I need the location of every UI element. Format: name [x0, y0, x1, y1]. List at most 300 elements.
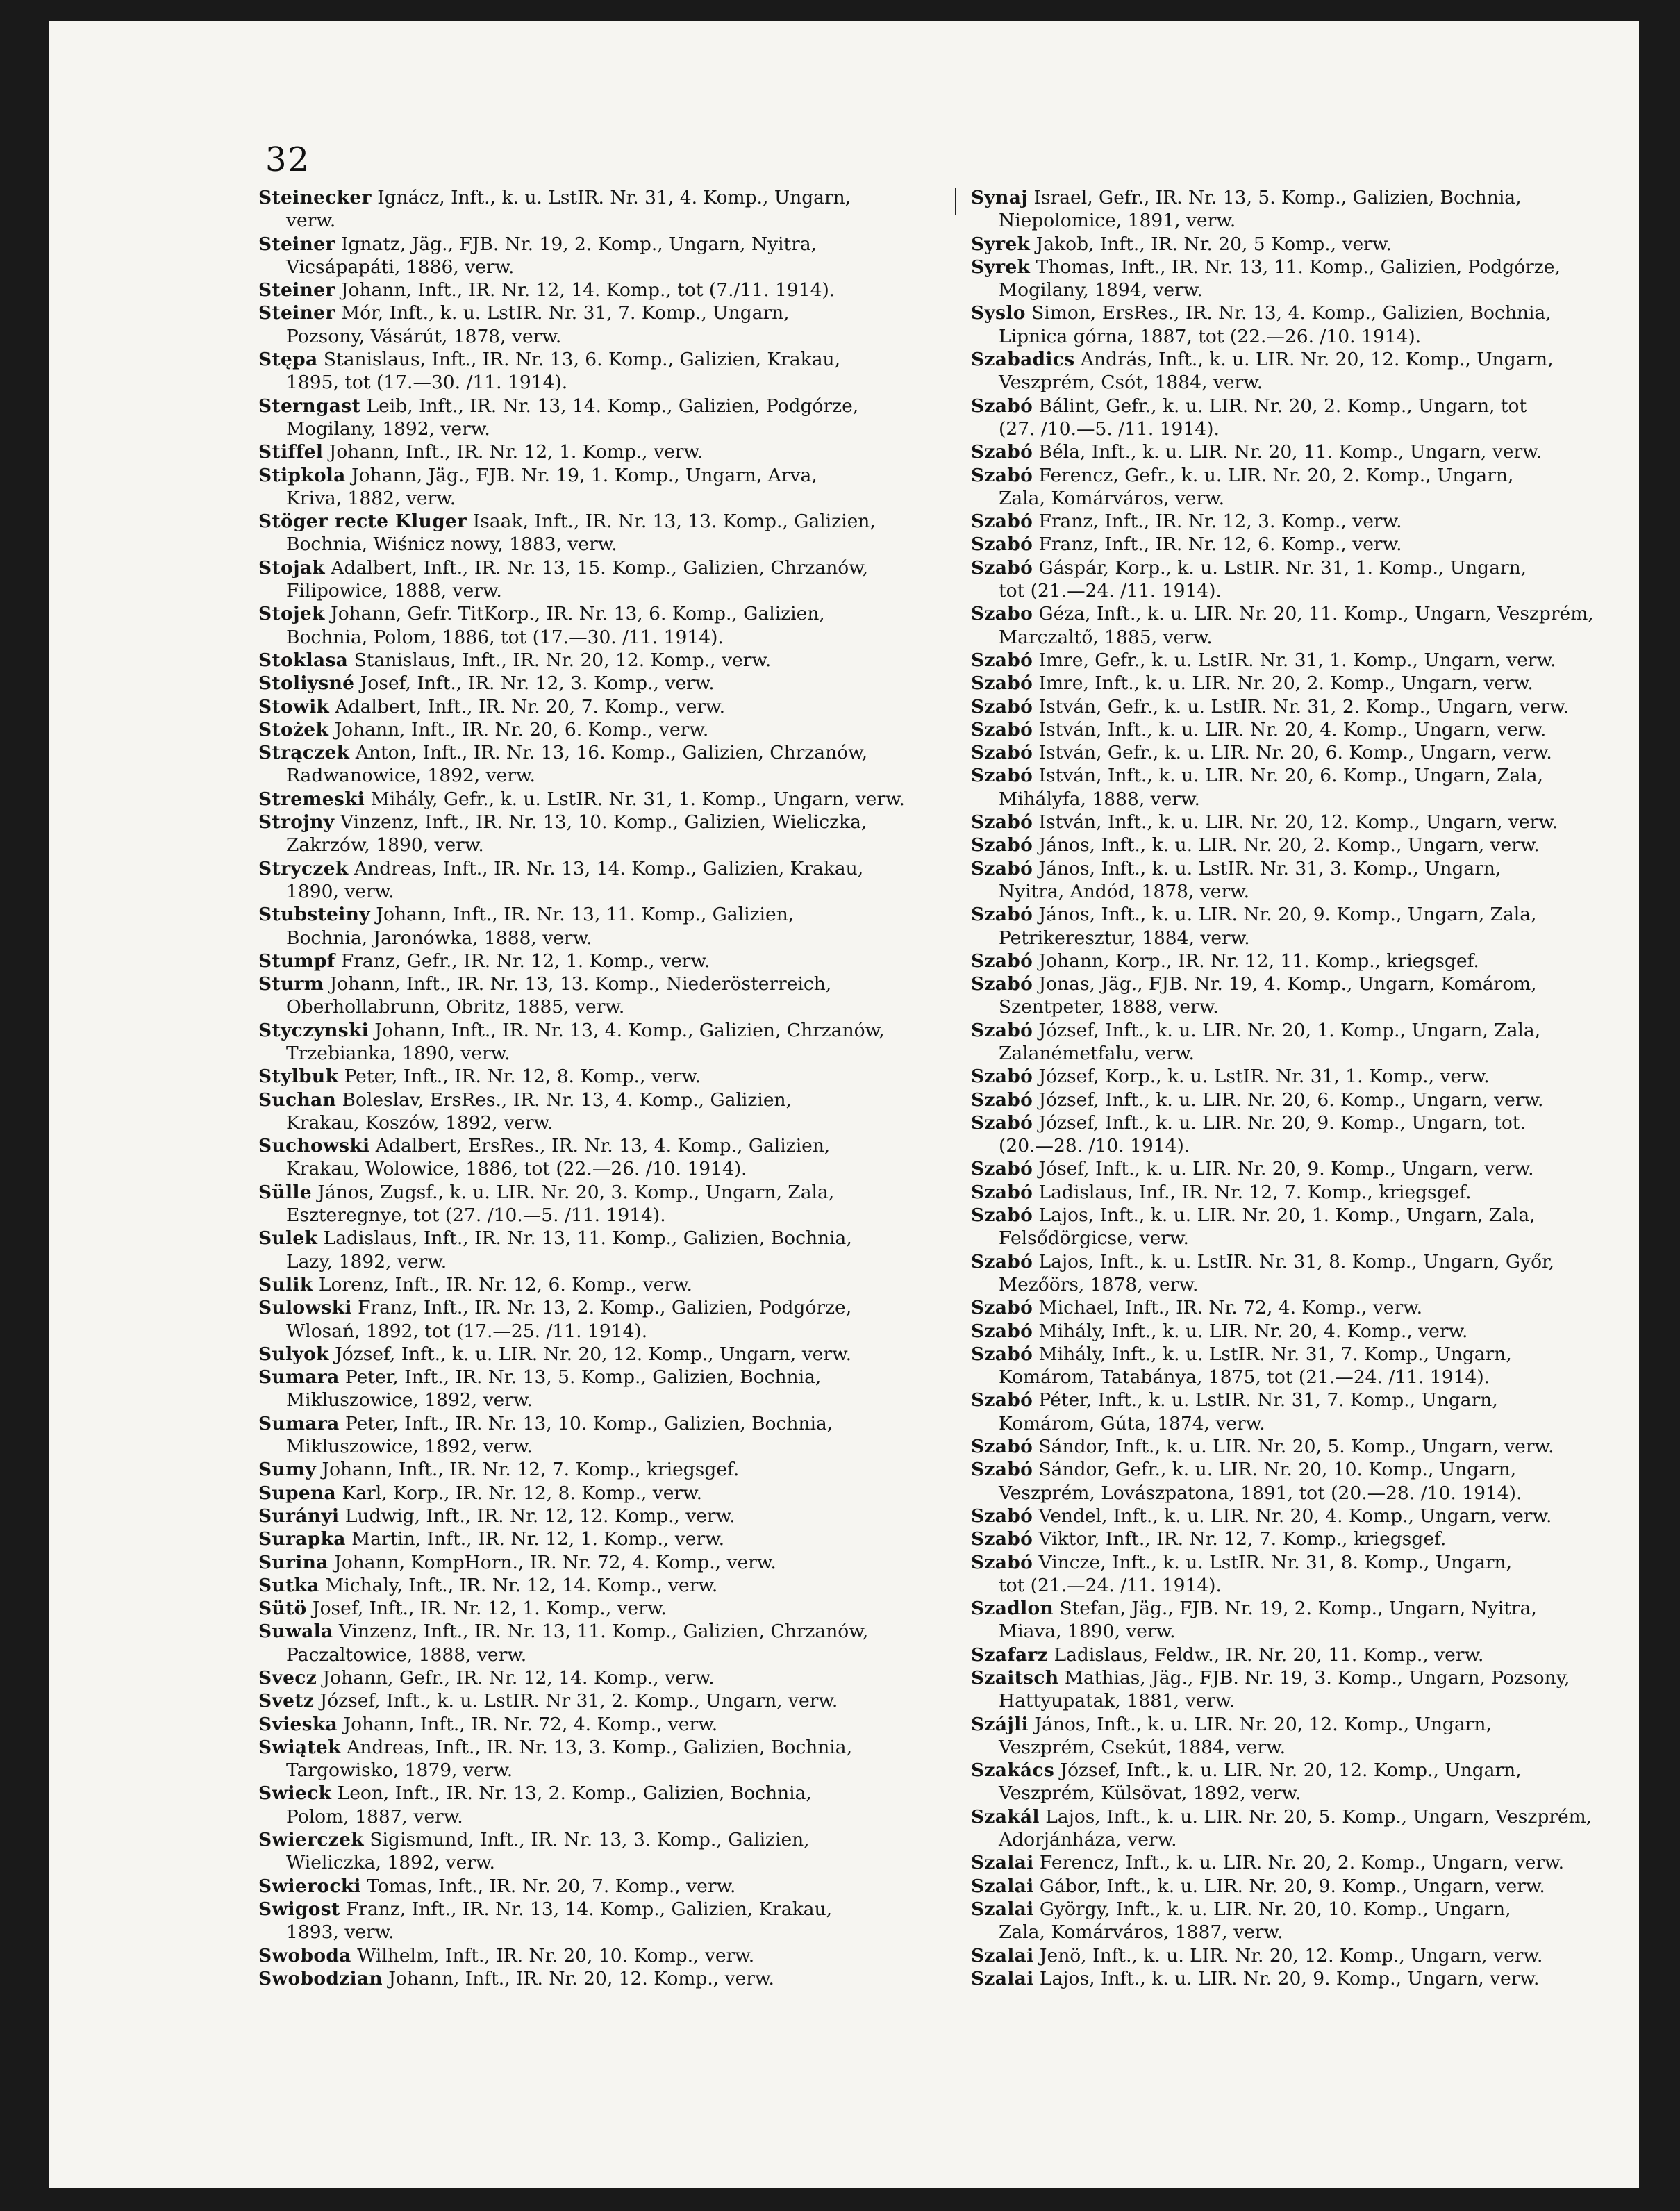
register-entry — [971, 1088, 1665, 1111]
entry-details: Stefan, Jäg., FJB. Nr. 19, 2. Komp., Ungarn, Nyitra, — [1059, 1598, 1537, 1620]
register-entry — [971, 1458, 1665, 1505]
entry-continuation: tot (21.—24. /11. 1914). — [999, 580, 1222, 602]
entry-continuation: Hattyupatak, 1881, verw. — [999, 1690, 1235, 1712]
register-entry — [258, 440, 953, 463]
register-entry — [971, 1019, 1665, 1066]
entry-surname: Szabó — [971, 765, 1033, 787]
entry-surname: Sulyok — [258, 1343, 329, 1365]
entry-surname: Sütö — [258, 1598, 307, 1620]
entry-continuation: Krakau, Koszów, 1892, verw. — [286, 1111, 554, 1134]
entry-surname: Szalai — [971, 1967, 1034, 1989]
register-entry — [971, 348, 1665, 395]
document-page — [49, 21, 1639, 2188]
entry-details: Johann, Inft., IR. Nr. 72, 4. Komp., verw. — [343, 1713, 718, 1735]
entry-surname: Stiffel — [258, 441, 324, 463]
entry-details: Adalbert, ErsRes., IR. Nr. 13, 4. Komp., Galizien, — [375, 1135, 831, 1157]
entry-surname: Sülle — [258, 1181, 312, 1203]
register-entry — [258, 903, 953, 950]
entry-surname: Szabó — [971, 834, 1033, 856]
entry-details: Johann, Inft., IR. Nr. 13, 13. Komp., Niederösterreich, — [329, 973, 832, 995]
register-entry — [971, 1551, 1665, 1598]
register-entry — [971, 440, 1665, 463]
entry-details: Vincze, Inft., k. u. LstIR. Nr. 31, 8. Komp., Ungarn, — [1038, 1551, 1513, 1573]
register-entry — [258, 1574, 953, 1597]
entry-surname: Szabo — [971, 603, 1033, 625]
entry-surname: Szabó — [971, 742, 1033, 764]
entry-surname: Stożek — [258, 718, 329, 740]
entry-details: Karl, Korp., IR. Nr. 12, 8. Komp., verw. — [342, 1482, 703, 1504]
entry-surname: Szabó — [971, 511, 1033, 533]
entry-details: Johann, Inft., IR. Nr. 12, 1. Komp., verw. — [328, 441, 704, 463]
entry-surname: Swiątek — [258, 1736, 341, 1758]
entry-details: Johann, Inft., IR. Nr. 13, 11. Komp., Galizien, — [376, 904, 795, 926]
entry-details: István, Gefr., k. u. LIR. Nr. 20, 6. Komp., Ungarn, verw. — [1038, 742, 1552, 764]
register-entry — [971, 1343, 1665, 1389]
register-entry — [258, 1689, 953, 1712]
entry-details: Imre, Gefr., k. u. LstIR. Nr. 31, 1. Komp., Ungarn, verw. — [1038, 649, 1556, 671]
register-entry — [258, 1875, 953, 1898]
register-entry — [971, 1967, 1665, 1990]
register-entry — [971, 903, 1665, 950]
entry-surname: Stoklasa — [258, 649, 349, 671]
entry-surname: Stoliysné — [258, 672, 355, 695]
entry-surname: Sutka — [258, 1574, 319, 1596]
entry-details: Franz, Inft., IR. Nr. 12, 3. Komp., verw. — [1038, 511, 1402, 533]
register-entry — [258, 301, 953, 348]
page-number: 32 — [265, 140, 311, 179]
entry-surname: Szabó — [971, 811, 1033, 834]
register-entry — [258, 950, 953, 972]
entry-surname: Szabó — [971, 1088, 1033, 1111]
entry-surname: Szabó — [971, 973, 1033, 995]
entry-surname: Szadlon — [971, 1598, 1054, 1620]
entry-details: Ladislaus, Feldw., IR. Nr. 20, 11. Komp., verw. — [1054, 1643, 1484, 1666]
entry-surname: Stipkola — [258, 464, 346, 486]
entry-surname: Stubsteiny — [258, 904, 370, 926]
entry-surname: Swierczek — [258, 1829, 364, 1851]
register-entry — [971, 1713, 1665, 1759]
entry-surname: Swieck — [258, 1782, 332, 1805]
entry-surname: Szabó — [971, 1343, 1033, 1365]
register-entry — [971, 1597, 1665, 1643]
entry-continuation: tot (21.—24. /11. 1914). — [999, 1574, 1222, 1596]
register-entry — [971, 256, 1665, 302]
entry-surname: Steiner — [258, 279, 335, 301]
entry-details: Adalbert, Inft., IR. Nr. 13, 15. Komp., Galizien, Chrzanów, — [331, 556, 869, 579]
register-entry — [971, 510, 1665, 533]
entry-surname: Szabó — [971, 556, 1033, 579]
register-entry — [258, 1898, 953, 1944]
register-entry — [258, 741, 953, 788]
register-entry — [971, 395, 1665, 441]
register-entry — [258, 649, 953, 672]
entry-surname: Szabó — [971, 1158, 1033, 1180]
entry-details: Adalbert, Inft., IR. Nr. 20, 7. Komp., verw. — [335, 695, 725, 718]
entry-surname: Surapka — [258, 1528, 346, 1550]
entry-details: Leib, Inft., IR. Nr. 13, 14. Komp., Galizien, Podgórze, — [366, 395, 859, 417]
entry-details: Lajos, Inft., k. u. LIR. Nr. 20, 1. Komp., Ungarn, Zala, — [1038, 1204, 1536, 1227]
entry-details: Mór, Inft., k. u. LstIR. Nr. 31, 7. Komp., Ungarn, — [340, 302, 790, 324]
entry-surname: Szabó — [971, 718, 1033, 740]
entry-details: Viktor, Inft., IR. Nr. 12, 7. Komp., kriegsgef. — [1038, 1528, 1447, 1550]
entry-continuation: Bochnia, Jaronówka, 1888, verw. — [286, 927, 592, 949]
entry-surname: Sturm — [258, 973, 324, 995]
entry-details: István, Inft., k. u. LIR. Nr. 20, 12. Komp., Ungarn, verw. — [1038, 811, 1558, 834]
register-entry — [971, 1666, 1665, 1713]
register-entry — [258, 348, 953, 395]
register-entry — [258, 1343, 953, 1366]
register-entry — [971, 857, 1665, 904]
entry-surname: Sumara — [258, 1366, 340, 1389]
entry-details: Mathias, Jäg., FJB. Nr. 19, 3. Komp., Ungarn, Pozsony, — [1064, 1667, 1570, 1689]
register-entry — [971, 1296, 1665, 1319]
entry-surname: Szaitsch — [971, 1667, 1059, 1689]
entry-surname: Szakács — [971, 1759, 1055, 1782]
entry-continuation: Mogilany, 1894, verw. — [999, 279, 1203, 301]
entry-surname: Szalai — [971, 1898, 1034, 1920]
entry-surname: Stöger recte Kluger — [258, 511, 467, 533]
entry-surname: Stojak — [258, 556, 325, 579]
register-entry — [258, 279, 953, 301]
entry-surname: Szabó — [971, 1436, 1033, 1458]
entry-details: Jenö, Inft., k. u. LIR. Nr. 20, 12. Komp., Ungarn, verw. — [1039, 1944, 1543, 1966]
entry-continuation: Krakau, Wolowice, 1886, tot (22.—26. /10. 1914). — [286, 1158, 747, 1180]
register-entry — [971, 1204, 1665, 1250]
entry-details: Franz, Gefr., IR. Nr. 12, 1. Komp., verw. — [340, 950, 710, 972]
entry-continuation: Wieliczka, 1892, verw. — [286, 1852, 495, 1874]
entry-surname: Szabó — [971, 672, 1033, 695]
entry-continuation: Petrikeresztur, 1884, verw. — [999, 927, 1250, 949]
entry-details: Johann, KompHorn., IR. Nr. 72, 4. Komp., verw. — [334, 1551, 776, 1573]
entry-surname: Stremeski — [258, 788, 365, 810]
right-column — [971, 186, 1665, 1990]
entry-continuation: Veszprém, Csekút, 1884, verw. — [999, 1736, 1286, 1758]
entry-details: Anton, Inft., IR. Nr. 13, 16. Komp., Galizien, Chrzanów, — [355, 742, 868, 764]
entry-continuation: Filipowice, 1888, verw. — [286, 580, 502, 602]
entry-details: Johann, Jäg., FJB. Nr. 19, 1. Komp., Ungarn, Arva, — [351, 464, 817, 486]
entry-surname: Szabó — [971, 1066, 1033, 1088]
entry-details: István, Inft., k. u. LIR. Nr. 20, 4. Komp., Ungarn, verw. — [1038, 718, 1547, 740]
register-entry — [258, 464, 953, 511]
register-entry — [971, 972, 1665, 1019]
entry-continuation: Targowisko, 1879, verw. — [286, 1759, 513, 1782]
register-entry — [971, 1805, 1665, 1852]
entry-surname: Svecz — [258, 1667, 317, 1689]
entry-surname: Szabó — [971, 904, 1033, 926]
entry-continuation: Vicsápapáti, 1886, verw. — [286, 256, 515, 278]
entry-surname: Synaj — [971, 187, 1029, 208]
entry-surname: Swierocki — [258, 1875, 361, 1897]
entry-surname: Szabó — [971, 1551, 1033, 1573]
register-entry — [258, 556, 953, 603]
entry-surname: Szabó — [971, 441, 1033, 463]
register-entry — [971, 1181, 1665, 1204]
entry-details: József, Korp., k. u. LstIR. Nr. 31, 1. Komp., verw. — [1038, 1066, 1490, 1088]
register-entry — [258, 186, 953, 233]
register-entry — [971, 1250, 1665, 1297]
entry-surname: Suchowski — [258, 1135, 370, 1157]
register-entry — [971, 1851, 1665, 1874]
entry-details: József, Inft., k. u. LIR. Nr. 20, 12. Komp., Ungarn, verw. — [335, 1343, 851, 1365]
entry-surname: Stumpf — [258, 950, 335, 972]
entry-details: Mihály, Inft., k. u. LstIR. Nr. 31, 7. Komp., Ungarn, — [1038, 1343, 1512, 1365]
register-entry — [258, 972, 953, 1019]
register-entry — [971, 1875, 1665, 1898]
entry-details: János, Inft., k. u. LIR. Nr. 20, 9. Komp., Ungarn, Zala, — [1038, 904, 1537, 926]
entry-surname: Sumy — [258, 1459, 317, 1481]
entry-details: Jakob, Inft., IR. Nr. 20, 5 Komp., verw. — [1036, 233, 1392, 255]
entry-details: Mihály, Inft., k. u. LIR. Nr. 20, 4. Komp., verw. — [1038, 1320, 1468, 1342]
entry-surname: Swobodzian — [258, 1967, 383, 1989]
entry-continuation: Polom, 1887, verw. — [286, 1805, 463, 1828]
entry-details: Simon, ErsRes., IR. Nr. 13, 4. Komp., Galizien, Bochnia, — [1031, 302, 1552, 324]
register-entry — [258, 1019, 953, 1066]
entry-continuation: Veszprém, Csót, 1884, verw. — [999, 372, 1263, 394]
entry-details: Gáspár, Korp., k. u. LstIR. Nr. 31, 1. Komp., Ungarn, — [1038, 556, 1527, 579]
entry-surname: Szabó — [971, 464, 1033, 486]
entry-surname: Szalai — [971, 1944, 1034, 1966]
entry-details: József, Inft., k. u. LstIR. Nr 31, 2. Komp., Ungarn, verw. — [319, 1690, 838, 1712]
entry-surname: Sterngast — [258, 395, 361, 417]
entry-details: Ferencz, Inft., k. u. LIR. Nr. 20, 2. Komp., Ungarn, verw. — [1039, 1852, 1565, 1874]
register-entry — [971, 602, 1665, 649]
entry-continuation: Marczaltő, 1885, verw. — [999, 626, 1213, 648]
entry-continuation: Lazy, 1892, verw. — [286, 1250, 447, 1273]
entry-details: József, Inft., k. u. LIR. Nr. 20, 1. Komp., Ungarn, Zala, — [1038, 1019, 1541, 1041]
entry-details: Johann, Inft., IR. Nr. 20, 12. Komp., verw. — [388, 1967, 774, 1989]
entry-surname: Sulowski — [258, 1297, 352, 1319]
entry-details: Géza, Inft., k. u. LIR. Nr. 20, 11. Komp., Ungarn, Veszprém, — [1038, 603, 1594, 625]
register-entry — [258, 1065, 953, 1088]
entry-surname: Swigost — [258, 1898, 340, 1920]
entry-details: Franz, Inft., IR. Nr. 12, 6. Komp., verw. — [1038, 533, 1402, 556]
entry-details: Johann, Inft., IR. Nr. 12, 14. Komp., tot (7./11. 1914). — [340, 279, 835, 301]
entry-continuation: Veszprém, Lovászpatona, 1891, tot (20.—28. /10. 1914). — [999, 1482, 1522, 1504]
entry-details: Johann, Inft., IR. Nr. 13, 4. Komp., Galizien, Chrzanów, — [374, 1019, 885, 1041]
entry-details: Josef, Inft., IR. Nr. 12, 3. Komp., verw. — [360, 672, 715, 695]
entry-continuation: Bochnia, Wiśnicz nowy, 1883, verw. — [286, 533, 617, 556]
entry-surname: Szabó — [971, 1505, 1033, 1527]
register-entry — [971, 649, 1665, 672]
entry-details: Israel, Gefr., IR. Nr. 13, 5. Komp., Galizien, Bochnia, — [1033, 187, 1522, 208]
entry-details: Isaak, Inft., IR. Nr. 13, 13. Komp., Galizien, — [472, 511, 876, 533]
entry-details: Franz, Inft., IR. Nr. 13, 14. Komp., Galizien, Krakau, — [345, 1898, 833, 1920]
register-entry — [258, 1505, 953, 1527]
entry-surname: Steiner — [258, 233, 335, 255]
entry-details: Vinzenz, Inft., IR. Nr. 13, 10. Komp., Galizien, Wieliczka, — [340, 811, 867, 834]
register-entry — [971, 1320, 1665, 1343]
entry-surname: Sumara — [258, 1412, 340, 1434]
entry-surname: Szabó — [971, 1204, 1033, 1227]
entry-details: Ladislaus, Inf., IR. Nr. 12, 7. Komp., kriegsgef. — [1038, 1181, 1472, 1203]
entry-details: János, Inft., k. u. LIR. Nr. 20, 12. Komp., Ungarn, — [1034, 1713, 1492, 1735]
entry-continuation: Zala, Komárváros, verw. — [999, 487, 1225, 509]
register-entry — [258, 1967, 953, 1990]
entry-continuation: Mikluszowice, 1892, verw. — [286, 1436, 533, 1458]
entry-continuation: Radwanowice, 1892, verw. — [286, 765, 535, 787]
register-entry — [258, 1551, 953, 1574]
entry-details: Sándor, Inft., k. u. LIR. Nr. 20, 5. Komp., Ungarn, verw. — [1038, 1436, 1554, 1458]
entry-details: Peter, Inft., IR. Nr. 13, 10. Komp., Galizien, Bochnia, — [345, 1412, 833, 1434]
entry-continuation: Oberhollabrunn, Obritz, 1885, verw. — [286, 996, 625, 1018]
register-entry — [258, 1782, 953, 1828]
entry-details: Jonas, Jäg., FJB. Nr. 19, 4. Komp., Ungarn, Komárom, — [1038, 973, 1537, 995]
entry-details: Johann, Inft., IR. Nr. 20, 6. Komp., verw. — [334, 718, 709, 740]
entry-surname: Szabó — [971, 649, 1033, 671]
entry-surname: Syrek — [971, 233, 1031, 255]
register-entry — [258, 718, 953, 741]
entry-surname: Szabó — [971, 1389, 1033, 1411]
register-entry — [971, 1065, 1665, 1088]
entry-surname: Szabó — [971, 950, 1033, 972]
register-entry — [971, 1435, 1665, 1458]
entry-details: András, Inft., k. u. LIR. Nr. 20, 12. Komp., Ungarn, — [1080, 349, 1554, 371]
entry-surname: Szabó — [971, 695, 1033, 718]
entry-details: Thomas, Inft., IR. Nr. 13, 11. Komp., Galizien, Podgórze, — [1036, 256, 1561, 278]
entry-continuation: Bochnia, Polom, 1886, tot (17.—30. /11. 1914). — [286, 626, 724, 648]
entry-details: Vendel, Inft., k. u. LIR. Nr. 20, 4. Komp., Ungarn, verw. — [1038, 1505, 1552, 1527]
entry-details: Andreas, Inft., IR. Nr. 13, 3. Komp., Galizien, Bochnia, — [347, 1736, 853, 1758]
entry-continuation: Komárom, Gúta, 1874, verw. — [999, 1412, 1265, 1434]
entry-continuation: (27. /10.—5. /11. 1914). — [999, 417, 1220, 440]
entry-details: Johann, Gefr. TitKorp., IR. Nr. 13, 6. Komp., Galizien, — [331, 603, 825, 625]
register-entry — [971, 1157, 1665, 1180]
entry-continuation: Mezőörs, 1878, verw. — [999, 1273, 1199, 1295]
register-entry — [258, 1597, 953, 1620]
entry-details: János, Inft., k. u. LstIR. Nr. 31, 3. Komp., Ungarn, — [1038, 857, 1502, 879]
register-entry — [971, 1389, 1665, 1435]
register-entry — [258, 1713, 953, 1736]
entry-surname: Styczynski — [258, 1019, 369, 1041]
entry-surname: Svieska — [258, 1713, 338, 1735]
entry-details: Lajos, Inft., k. u. LIR. Nr. 20, 5. Komp., Ungarn, Veszprém, — [1045, 1805, 1592, 1828]
register-entry — [971, 1505, 1665, 1527]
entry-continuation: (20.—28. /10. 1914). — [999, 1135, 1190, 1157]
entry-surname: Stylbuk — [258, 1066, 339, 1088]
entry-surname: Syslo — [971, 302, 1026, 324]
entry-details: Sándor, Gefr., k. u. LIR. Nr. 20, 10. Komp., Ungarn, — [1038, 1459, 1517, 1481]
entry-details: Vinzenz, Inft., IR. Nr. 13, 11. Komp., Galizien, Chrzanów, — [338, 1621, 869, 1643]
register-entry — [971, 764, 1665, 811]
entry-details: Johann, Inft., IR. Nr. 12, 7. Komp., kriegsgef. — [322, 1459, 740, 1481]
entry-surname: Svetz — [258, 1690, 315, 1712]
entry-details: Lorenz, Inft., IR. Nr. 12, 6. Komp., verw. — [318, 1273, 692, 1295]
entry-details: Boleslav, ErsRes., IR. Nr. 13, 4. Komp., Galizien, — [342, 1088, 792, 1111]
entry-continuation: Lipnica górna, 1887, tot (22.—26. /10. 1914). — [999, 325, 1422, 347]
entry-continuation: Zalanémetfalu, verw. — [999, 1042, 1195, 1064]
entry-surname: Szabó — [971, 1181, 1033, 1203]
entry-surname: Supena — [258, 1482, 337, 1504]
register-entry — [258, 1944, 953, 1967]
register-entry — [971, 741, 1665, 764]
entry-surname: Swoboda — [258, 1944, 351, 1966]
entry-surname: Suchan — [258, 1088, 337, 1111]
entry-surname: Steinecker — [258, 187, 372, 208]
register-entry — [258, 857, 953, 904]
entry-details: Lajos, Inft., k. u. LstIR. Nr. 31, 8. Komp., Ungarn, Győr, — [1038, 1250, 1555, 1273]
register-entry — [258, 1458, 953, 1481]
entry-continuation: Felsődörgicse, verw. — [999, 1227, 1189, 1250]
entry-details: József, Inft., k. u. LIR. Nr. 20, 6. Komp., Ungarn, verw. — [1038, 1088, 1544, 1111]
register-entry — [258, 695, 953, 718]
entry-details: János, Inft., k. u. LIR. Nr. 20, 2. Komp., Ungarn, verw. — [1038, 834, 1540, 856]
entry-details: Franz, Inft., IR. Nr. 13, 2. Komp., Galizien, Podgórze, — [358, 1297, 852, 1319]
entry-details: Johann, Korp., IR. Nr. 12, 11. Komp., kriegsgef. — [1038, 950, 1479, 972]
entry-details: Ignácz, Inft., k. u. LstIR. Nr. 31, 4. Komp., Ungarn, — [377, 187, 851, 208]
entry-surname: Szabó — [971, 857, 1033, 879]
register-entry — [971, 533, 1665, 556]
entry-continuation: Zala, Komárváros, 1887, verw. — [999, 1921, 1283, 1944]
entry-details: Lajos, Inft., k. u. LIR. Nr. 20, 9. Komp., Ungarn, verw. — [1039, 1967, 1540, 1989]
entry-surname: Szabó — [971, 1320, 1033, 1342]
entry-surname: Suwala — [258, 1621, 333, 1643]
entry-surname: Stojek — [258, 603, 325, 625]
register-entry — [258, 1620, 953, 1666]
entry-surname: Szabadics — [971, 349, 1075, 371]
entry-surname: Szalai — [971, 1852, 1034, 1874]
register-entry — [258, 1736, 953, 1782]
entry-details: Stanislaus, Inft., IR. Nr. 20, 12. Komp., verw. — [354, 649, 772, 671]
entry-details: Béla, Inft., k. u. LIR. Nr. 20, 11. Komp., Ungarn, verw. — [1038, 441, 1542, 463]
register-entry — [971, 556, 1665, 603]
entry-continuation: Komárom, Tatabánya, 1875, tot (21.—24. /11. 1914). — [999, 1366, 1490, 1389]
entry-details: Josef, Inft., IR. Nr. 12, 1. Komp., verw. — [312, 1598, 667, 1620]
entry-continuation: verw. — [286, 210, 336, 232]
register-entry — [258, 1181, 953, 1227]
register-entry — [971, 695, 1665, 718]
register-entry — [258, 1412, 953, 1459]
entry-continuation: Szentpeter, 1888, verw. — [999, 996, 1219, 1018]
entry-surname: Szafarz — [971, 1643, 1049, 1666]
entry-surname: Szakál — [971, 1805, 1040, 1828]
entry-continuation: Veszprém, Külsövat, 1892, verw. — [999, 1782, 1301, 1805]
entry-surname: Syrek — [971, 256, 1031, 278]
register-entry — [258, 788, 953, 811]
entry-continuation: 1890, verw. — [286, 880, 394, 902]
register-entry — [971, 1643, 1665, 1666]
register-entry — [258, 1088, 953, 1135]
entry-continuation: Wlosań, 1892, tot (17.—25. /11. 1914). — [286, 1320, 648, 1342]
entry-continuation: Mikluszowice, 1892, verw. — [286, 1389, 533, 1411]
register-entry — [971, 950, 1665, 972]
register-entry — [258, 1227, 953, 1273]
column-divider-mark — [955, 188, 956, 215]
entry-details: Leon, Inft., IR. Nr. 13, 2. Komp., Galizien, Bochnia, — [337, 1782, 812, 1805]
entry-continuation: Adorjánháza, verw. — [999, 1829, 1177, 1851]
register-entry — [971, 672, 1665, 695]
entry-surname: Szabó — [971, 1019, 1033, 1041]
register-entry — [258, 233, 953, 279]
entry-surname: Strączek — [258, 742, 350, 764]
entry-surname: Szabó — [971, 1250, 1033, 1273]
register-entry — [258, 672, 953, 695]
entry-details: István, Gefr., k. u. LstIR. Nr. 31, 2. Komp., Ungarn, verw. — [1038, 695, 1570, 718]
entry-details: Michael, Inft., IR. Nr. 72, 4. Komp., verw. — [1038, 1297, 1423, 1319]
entry-details: János, Zugsf., k. u. LIR. Nr. 20, 3. Komp., Ungarn, Zala, — [317, 1181, 835, 1203]
entry-details: Andreas, Inft., IR. Nr. 13, 14. Komp., Galizien, Krakau, — [354, 857, 864, 879]
register-entry — [971, 464, 1665, 511]
entry-surname: Szájli — [971, 1713, 1029, 1735]
register-entry — [971, 301, 1665, 348]
entry-continuation: Miava, 1890, verw. — [999, 1621, 1176, 1643]
entry-surname: Szabó — [971, 1297, 1033, 1319]
entry-surname: Stowik — [258, 695, 330, 718]
entry-surname: Szabó — [971, 1111, 1033, 1134]
entry-details: György, Inft., k. u. LIR. Nr. 20, 10. Komp., Ungarn, — [1039, 1898, 1511, 1920]
entry-surname: Steiner — [258, 302, 335, 324]
register-entry — [971, 1527, 1665, 1550]
entry-continuation: Paczaltowice, 1888, verw. — [286, 1643, 527, 1666]
